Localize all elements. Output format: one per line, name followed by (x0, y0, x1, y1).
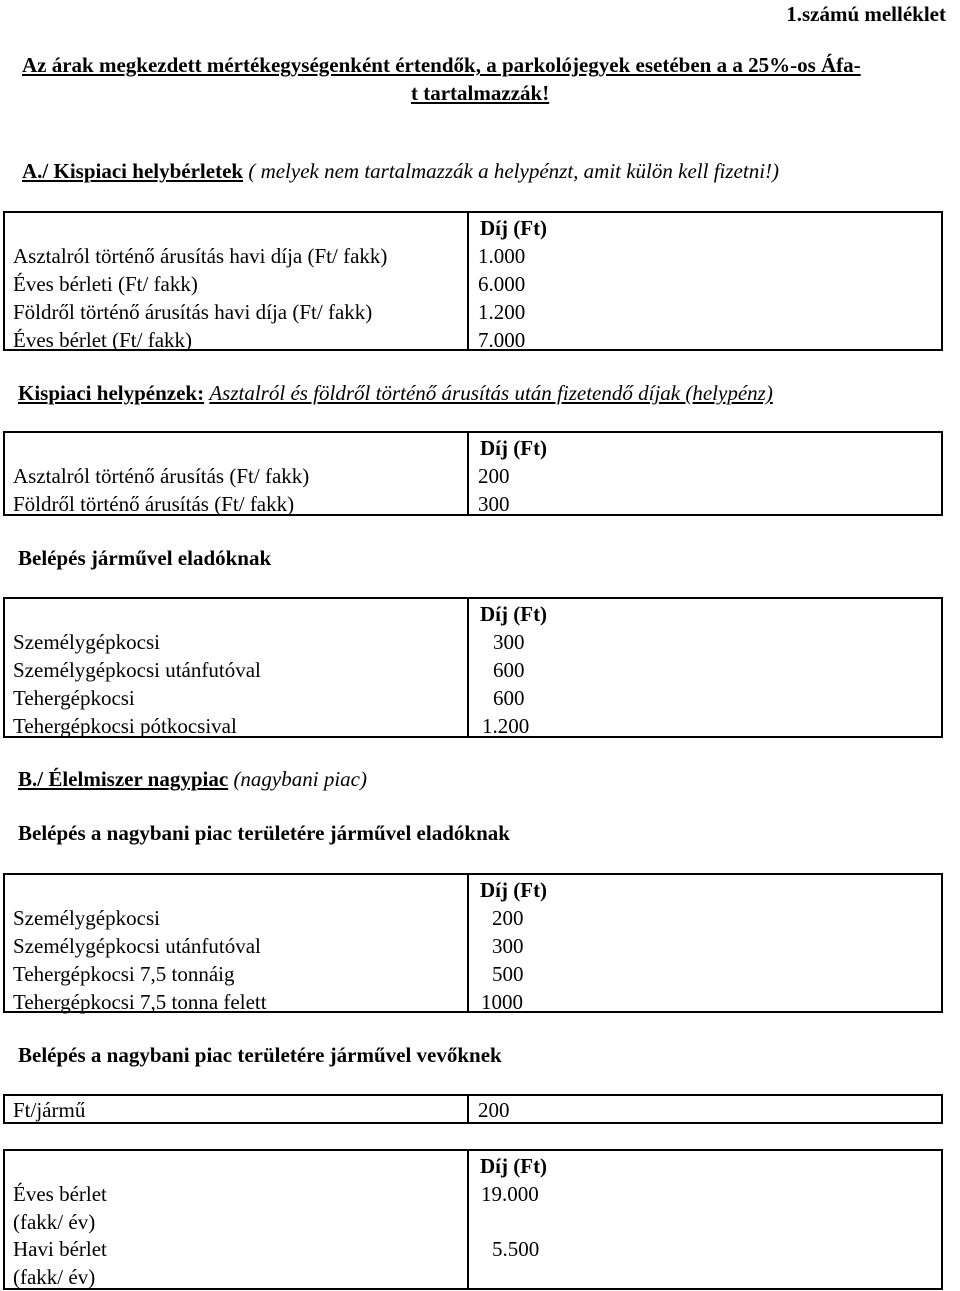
table-row-value: 5.500 (492, 1237, 540, 1261)
table-row-label: Havi bérlet (13, 1237, 107, 1261)
table-row-value: 200 (478, 464, 510, 488)
table-kispiaci-berlet (3, 211, 943, 351)
table-header: Díj (Ft) (480, 436, 548, 460)
table-row-label: Személygépkocsi utánfutóval (13, 934, 261, 958)
table-header: Díj (Ft) (480, 878, 548, 902)
table-wholesale-buyers (3, 1094, 943, 1124)
intro-line-1: Az árak megkezdett mértékegységenként értendők, a parkolójegyek esetében a a 25%-os Áfa- (22, 53, 861, 77)
table-row-value: 600 (493, 658, 525, 682)
table-row-label: Földről történő árusítás havi díja (Ft/ fakk) (13, 300, 373, 324)
helypenz-subtitle: Asztalról és földről történő árusítás után fizetendő díjak (helypénz) (209, 381, 773, 405)
table-row-value: 1000 (481, 990, 523, 1014)
table-row-value: 6.000 (478, 272, 526, 296)
table-row-label: Ft/jármű (13, 1098, 86, 1122)
table-row-label: Személygépkocsi utánfutóval (13, 658, 261, 682)
table-row-label: Éves bérlet (13, 1182, 107, 1206)
table-row-label: Tehergépkocsi pótkocsival (13, 714, 237, 738)
table-row-value: 1.000 (478, 244, 526, 268)
table-row-label: Asztalról történő árusítás (Ft/ fakk) (13, 464, 310, 488)
table-row-value: 200 (492, 906, 524, 930)
section-b-title: B./ Élelmiszer nagypiac (18, 767, 229, 791)
intro-line-2: t tartalmazzák! (411, 81, 550, 105)
table-row-label: Tehergépkocsi (13, 686, 135, 710)
table-row-label: Asztalról történő árusítás havi díja (Ft/ fakk) (13, 244, 388, 268)
section-a-heading (22, 157, 779, 185)
table-helypenz (3, 431, 943, 516)
table-row-value: 300 (478, 492, 510, 516)
table-row-label: Tehergépkocsi 7,5 tonnáig (13, 962, 235, 986)
table-row-label: Személygépkocsi (13, 630, 160, 654)
section-b-note: (nagybani piac) (228, 767, 367, 791)
table-row-value: 1.200 (482, 714, 530, 738)
table-row-label: Éves bérleti (Ft/ fakk) (13, 272, 198, 296)
helypenz-title: Kispiaci helypénzek: (18, 381, 205, 405)
table-season-passes (3, 1149, 943, 1290)
table-vehicle-sellers (3, 597, 943, 738)
table-row-value: 19.000 (481, 1182, 539, 1206)
helypenz-heading (18, 379, 773, 407)
table-header: Díj (Ft) (480, 1154, 548, 1178)
table-row-label: Földről történő árusítás (Ft/ fakk) (13, 492, 295, 516)
table-row-label: Személygépkocsi (13, 906, 160, 930)
table-header: Díj (Ft) (480, 602, 548, 626)
section-a-title: A./ Kispiaci helybérletek (22, 159, 244, 183)
table-row-value: 7.000 (478, 328, 526, 352)
table-row-value: 600 (493, 686, 525, 710)
section-b-heading (18, 765, 367, 793)
table-row-label: Éves bérlet (Ft/ fakk) (13, 328, 193, 352)
table-wholesale-sellers (3, 873, 943, 1013)
section-a-note: ( melyek nem tartalmazzák a helypénzt, amit külön kell fizetni!) (243, 159, 780, 183)
table-row-value: 300 (493, 630, 525, 654)
table-row-value: 300 (492, 934, 524, 958)
table-row-label-unit: (fakk/ év) (13, 1210, 96, 1234)
annex-label: 1.számú melléklet (786, 2, 946, 26)
table-row-value: 200 (478, 1098, 510, 1122)
vehicle-sellers-title: Belépés járművel eladóknak (18, 546, 272, 570)
wholesale-sellers-title: Belépés a nagybani piac területére járművel eladóknak (18, 821, 510, 845)
table-row-label-unit: (fakk/ év) (13, 1265, 96, 1289)
table-header: Díj (Ft) (480, 216, 548, 240)
table-row-value: 500 (492, 962, 524, 986)
table-row-label: Tehergépkocsi 7,5 tonna felett (13, 990, 267, 1014)
wholesale-buyers-title: Belépés a nagybani piac területére járművel vevőknek (18, 1043, 502, 1067)
table-row-value: 1.200 (478, 300, 526, 324)
